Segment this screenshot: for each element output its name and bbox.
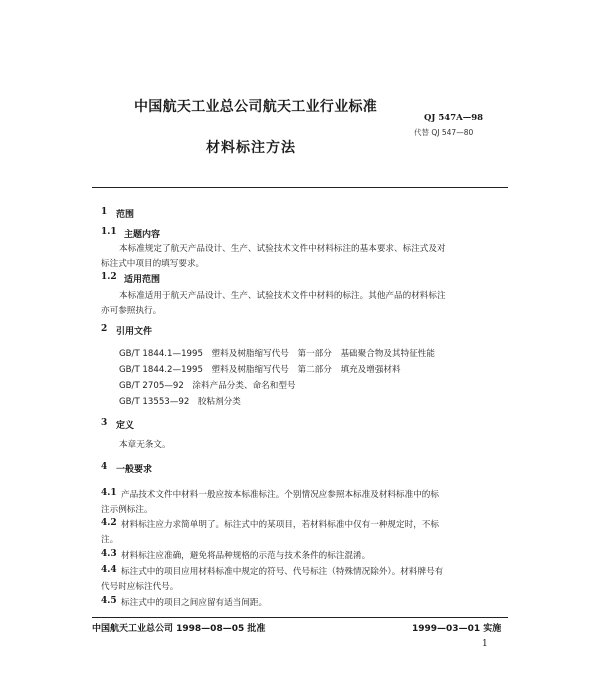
- replaces-code: 代替 QJ 547—80: [414, 128, 474, 137]
- footer-divider: [92, 617, 508, 618]
- section-1-number: 1: [101, 207, 108, 217]
- section-4-number: 4: [101, 462, 108, 472]
- clause-number: 4.3: [101, 549, 117, 559]
- reference-item: GB/T 1844.2—1995 塑料及树脂缩写代号 第二部分 填充及增强材料: [119, 365, 401, 375]
- clause-line2: 代号时应标注代号。: [101, 582, 179, 592]
- clause-line1: 材料标注应力求简单明了。标注式中的某项目，若材料标准中仅有一种规定时，不标: [121, 520, 439, 530]
- section-1-1-number: 1.1: [101, 227, 117, 237]
- section-4-title: 一般要求: [116, 465, 153, 475]
- standard-title: 中国航天工业总公司航天工业行业标准: [134, 99, 378, 115]
- clause-line1: 标注式中的项目之间应留有适当间距。: [121, 598, 268, 608]
- section-1-2-number: 1.2: [101, 272, 117, 282]
- section-3-number: 3: [101, 418, 108, 428]
- document-title: 材料标注方法: [206, 140, 296, 156]
- section-1-2-line1: 本标准适用于航天产品设计、生产、试验技术文件中材料的标注。其他产品的材料标注: [119, 291, 446, 301]
- standard-code: QJ 547A—98: [424, 113, 484, 123]
- clause-number: 4.2: [101, 518, 117, 528]
- clause-number: 4.5: [101, 596, 117, 606]
- section-2-number: 2: [101, 324, 108, 334]
- section-1-1-line1: 本标准规定了航天产品设计、生产、试验技术文件中材料标注的基本要求、标注式及对: [119, 244, 446, 254]
- section-1-2-title: 适用范围: [124, 275, 161, 285]
- reference-item: GB/T 2705—92 涂料产品分类、命名和型号: [119, 381, 296, 391]
- clause-line2: 注。: [101, 535, 119, 545]
- section-1-1-line2: 标注式中项目的填写要求。: [101, 259, 205, 269]
- approval-line: 中国航天工业总公司 1998—08—05 批准: [92, 624, 266, 634]
- header-divider: [92, 187, 508, 188]
- section-2-title: 引用文件: [116, 327, 153, 337]
- reference-item: GB/T 1844.1—1995 塑料及树脂缩写代号 第一部分 基础聚合物及其特征性能: [119, 349, 435, 359]
- clause-number: 4.4: [101, 565, 117, 575]
- clause-line1: 产品技术文件中材料一般应按本标准标注。个别情况应参照本标准及材料标准中的标: [121, 490, 439, 500]
- section-3-text: 本章无条文。: [119, 440, 171, 450]
- page-number: 1: [482, 639, 488, 649]
- section-1-2-line2: 亦可参照执行。: [101, 306, 162, 316]
- implementation-date: 1999—03—01 实施: [412, 624, 502, 634]
- clause-line2: 注示例标注。: [101, 505, 153, 515]
- clause-line1: 材料标注应准确，避免将品种规格的示范与技术条件的标注混淆。: [121, 551, 371, 561]
- section-1-1-title: 主题内容: [124, 230, 161, 240]
- section-3-title: 定义: [116, 421, 135, 431]
- section-1-title: 范围: [116, 210, 135, 220]
- reference-item: GB/T 13553—92 胶粘剂分类: [119, 397, 241, 407]
- clause-number: 4.1: [101, 488, 117, 498]
- clause-line1: 标注式中的项目应用材料标准中规定的符号、代号标注（特殊情况除外）。材料牌号有: [121, 567, 444, 577]
